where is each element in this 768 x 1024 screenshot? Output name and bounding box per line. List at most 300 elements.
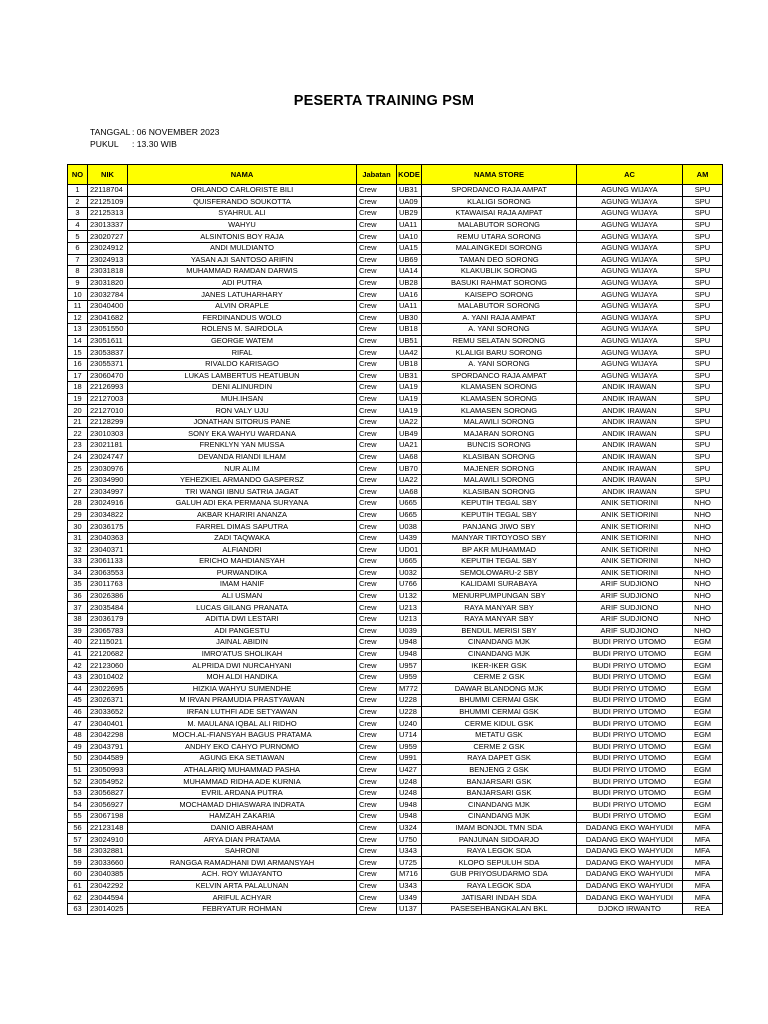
- cell-am: SPU: [683, 428, 723, 440]
- cell-nama: MOCHAMAD DHIASWARA INDRATA: [128, 799, 357, 811]
- table-row: [68, 671, 723, 683]
- cell-nama: JAINAL ABIDIN: [128, 637, 357, 649]
- cell-am: SPU: [683, 185, 723, 197]
- cell-kode: U959: [397, 671, 422, 683]
- cell-no: 57: [68, 834, 88, 846]
- cell-nama-store: BP AKR MUHAMMAD: [422, 544, 577, 556]
- cell-am: NHO: [683, 579, 723, 591]
- cell-nik: 23010402: [88, 671, 128, 683]
- cell-kode: U039: [397, 625, 422, 637]
- cell-ac: ANDIK IRAWAN: [577, 416, 683, 428]
- cell-am: EGM: [683, 776, 723, 788]
- table-row: [68, 521, 723, 533]
- cell-ac: ARIF SUDJIONO: [577, 602, 683, 614]
- cell-nama: WAHYU: [128, 219, 357, 231]
- cell-jabatan: Crew: [357, 660, 397, 672]
- cell-nama: ADI PANGESTU: [128, 625, 357, 637]
- cell-ac: DJOKO IRWANTO: [577, 903, 683, 915]
- cell-nama: JONATHAN SITORUS PANE: [128, 416, 357, 428]
- table-row: [68, 185, 723, 197]
- cell-no: 40: [68, 637, 88, 649]
- table-row: [68, 382, 723, 394]
- cell-nama-store: RAYA LEGOK SDA: [422, 880, 577, 892]
- cell-kode: U439: [397, 532, 422, 544]
- cell-ac: DADANG EKO WAHYUDI: [577, 845, 683, 857]
- cell-am: SPU: [683, 219, 723, 231]
- cell-am: REA: [683, 903, 723, 915]
- cell-jabatan: Crew: [357, 741, 397, 753]
- cell-nama-store: BASUKI RAHMAT SORONG: [422, 277, 577, 289]
- cell-nama: HIZKIA WAHYU SUMENDHE: [128, 683, 357, 695]
- cell-am: NHO: [683, 625, 723, 637]
- cell-nama: ALSINTONIS BOY RAJA: [128, 231, 357, 243]
- cell-nama: ACH. ROY WIJAYANTO: [128, 869, 357, 881]
- cell-ac: AGUNG WIJAYA: [577, 335, 683, 347]
- cell-nik: 23032784: [88, 289, 128, 301]
- table-row: [68, 903, 723, 915]
- header-ac: AC: [577, 165, 683, 185]
- cell-kode: U991: [397, 753, 422, 765]
- cell-ac: ARIF SUDJIONO: [577, 579, 683, 591]
- cell-jabatan: Crew: [357, 799, 397, 811]
- cell-ac: BUDI PRIYO UTOMO: [577, 753, 683, 765]
- cell-am: MFA: [683, 845, 723, 857]
- cell-jabatan: Crew: [357, 300, 397, 312]
- date-line: [90, 126, 219, 138]
- cell-no: 44: [68, 683, 88, 695]
- cell-no: 12: [68, 312, 88, 324]
- cell-jabatan: Crew: [357, 289, 397, 301]
- cell-nik: 23011763: [88, 579, 128, 591]
- cell-am: SPU: [683, 300, 723, 312]
- cell-kode: UA16: [397, 289, 422, 301]
- cell-nama: KELVIN ARTA PALALUNAN: [128, 880, 357, 892]
- cell-am: EGM: [683, 799, 723, 811]
- cell-nik: 23026386: [88, 590, 128, 602]
- table-row: [68, 242, 723, 254]
- cell-no: 1: [68, 185, 88, 197]
- cell-nama: EVRIL ARDANA PUTRA: [128, 787, 357, 799]
- cell-am: SPU: [683, 208, 723, 220]
- table-row: [68, 764, 723, 776]
- table-row: [68, 845, 723, 857]
- table-row: [68, 729, 723, 741]
- cell-am: NHO: [683, 544, 723, 556]
- cell-kode: UB30: [397, 312, 422, 324]
- cell-no: 11: [68, 300, 88, 312]
- cell-ac: BUDI PRIYO UTOMO: [577, 660, 683, 672]
- cell-nama: ALVIN ORAPLE: [128, 300, 357, 312]
- cell-ac: ANIK SETIORINI: [577, 498, 683, 510]
- cell-ac: AGUNG WIJAYA: [577, 185, 683, 197]
- cell-nama: FERDINANDUS WOLO: [128, 312, 357, 324]
- cell-ac: ANDIK IRAWAN: [577, 405, 683, 417]
- cell-am: EGM: [683, 787, 723, 799]
- cell-kode: U750: [397, 834, 422, 846]
- cell-am: SPU: [683, 474, 723, 486]
- cell-jabatan: Crew: [357, 532, 397, 544]
- cell-nama-store: MAJENER SORONG: [422, 463, 577, 475]
- cell-jabatan: Crew: [357, 196, 397, 208]
- table-row: [68, 498, 723, 510]
- cell-am: NHO: [683, 509, 723, 521]
- cell-nama-store: IKER-IKER GSK: [422, 660, 577, 672]
- cell-jabatan: Crew: [357, 880, 397, 892]
- cell-kode: U240: [397, 718, 422, 730]
- cell-ac: ANIK SETIORINI: [577, 556, 683, 568]
- cell-nik: 23067198: [88, 811, 128, 823]
- cell-nama: DEVANDA RIANDI ILHAM: [128, 451, 357, 463]
- cell-ac: BUDI PRIYO UTOMO: [577, 811, 683, 823]
- cell-kode: UA42: [397, 347, 422, 359]
- cell-am: SPU: [683, 451, 723, 463]
- cell-nik: 23034990: [88, 474, 128, 486]
- cell-no: 41: [68, 648, 88, 660]
- cell-nama: ORLANDO CARLORISTE BILI: [128, 185, 357, 197]
- cell-ac: BUDI PRIYO UTOMO: [577, 648, 683, 660]
- cell-am: SPU: [683, 324, 723, 336]
- cell-jabatan: Crew: [357, 753, 397, 765]
- cell-jabatan: Crew: [357, 382, 397, 394]
- cell-kode: U948: [397, 637, 422, 649]
- cell-jabatan: Crew: [357, 370, 397, 382]
- cell-no: 39: [68, 625, 88, 637]
- cell-ac: AGUNG WIJAYA: [577, 219, 683, 231]
- cell-nik: 23013337: [88, 219, 128, 231]
- cell-ac: ARIF SUDJIONO: [577, 613, 683, 625]
- cell-jabatan: Crew: [357, 358, 397, 370]
- cell-nama-store: CERME 2 GSK: [422, 671, 577, 683]
- table-row: [68, 544, 723, 556]
- cell-nik: 22125313: [88, 208, 128, 220]
- table-body: [68, 185, 723, 915]
- cell-ac: DADANG EKO WAHYUDI: [577, 880, 683, 892]
- cell-no: 23: [68, 440, 88, 452]
- cell-nik: 23024916: [88, 498, 128, 510]
- cell-ac: AGUNG WIJAYA: [577, 347, 683, 359]
- cell-am: NHO: [683, 498, 723, 510]
- cell-nama-store: BENDUL MERISI SBY: [422, 625, 577, 637]
- cell-nik: 23036175: [88, 521, 128, 533]
- cell-kode: UA68: [397, 451, 422, 463]
- cell-ac: AGUNG WIJAYA: [577, 196, 683, 208]
- cell-kode: U665: [397, 509, 422, 521]
- cell-nama: RANGGA RAMADHANI DWI ARMANSYAH: [128, 857, 357, 869]
- cell-am: NHO: [683, 602, 723, 614]
- table-row: [68, 451, 723, 463]
- cell-kode: UA19: [397, 393, 422, 405]
- table-row: [68, 637, 723, 649]
- cell-nik: 23040371: [88, 544, 128, 556]
- cell-nama: M IRVAN PRAMUDIA PRASTYAWAN: [128, 695, 357, 707]
- cell-nama-store: TAMAN DEO SORONG: [422, 254, 577, 266]
- cell-nama-store: KLALIGI SORONG: [422, 196, 577, 208]
- cell-nama: ARYA DIAN PRATAMA: [128, 834, 357, 846]
- table-row: [68, 463, 723, 475]
- cell-am: SPU: [683, 405, 723, 417]
- cell-no: 55: [68, 811, 88, 823]
- cell-am: SPU: [683, 312, 723, 324]
- cell-nama-store: KLAMASEN SORONG: [422, 382, 577, 394]
- table-row: [68, 289, 723, 301]
- cell-nama-store: PANJUNAN SIDOARJO: [422, 834, 577, 846]
- cell-nik: 23022695: [88, 683, 128, 695]
- cell-nama-store: CINANDANG MJK: [422, 811, 577, 823]
- table-row: [68, 231, 723, 243]
- cell-jabatan: Crew: [357, 845, 397, 857]
- cell-am: EGM: [683, 683, 723, 695]
- cell-nama: FARREL DIMAS SAPUTRA: [128, 521, 357, 533]
- cell-nama-store: MALAINGKEDI SORONG: [422, 242, 577, 254]
- cell-am: SPU: [683, 254, 723, 266]
- header-no: NO: [68, 165, 88, 185]
- cell-kode: U725: [397, 857, 422, 869]
- table-row: [68, 776, 723, 788]
- cell-no: 9: [68, 277, 88, 289]
- cell-nama: ANDHY EKO CAHYO PURNOMO: [128, 741, 357, 753]
- cell-jabatan: Crew: [357, 405, 397, 417]
- cell-ac: ANIK SETIORINI: [577, 567, 683, 579]
- cell-kode: U228: [397, 695, 422, 707]
- cell-jabatan: Crew: [357, 463, 397, 475]
- cell-ac: ANIK SETIORINI: [577, 509, 683, 521]
- cell-am: NHO: [683, 567, 723, 579]
- cell-nama: IRFAN LUTHFI ADE SETYAWAN: [128, 706, 357, 718]
- cell-nama: SYAHRUL ALI: [128, 208, 357, 220]
- cell-kode: U038: [397, 521, 422, 533]
- cell-jabatan: Crew: [357, 776, 397, 788]
- cell-no: 37: [68, 602, 88, 614]
- cell-nama: TRI WANGI IBNU SATRIA JAGAT: [128, 486, 357, 498]
- table-row: [68, 718, 723, 730]
- cell-nama-store: KEPUTIH TEGAL SBY: [422, 509, 577, 521]
- cell-nama-store: REMU SELATAN SORONG: [422, 335, 577, 347]
- cell-kode: UB70: [397, 463, 422, 475]
- cell-nama-store: MENURPUMPUNGAN SBY: [422, 590, 577, 602]
- cell-no: 24: [68, 451, 88, 463]
- cell-nik: 23024747: [88, 451, 128, 463]
- cell-kode: U948: [397, 811, 422, 823]
- cell-kode: UB29: [397, 208, 422, 220]
- cell-no: 17: [68, 370, 88, 382]
- document-title: PESERTA TRAINING PSM: [293, 93, 475, 109]
- cell-nama-store: IMAM BONJOL TMN SDA: [422, 822, 577, 834]
- cell-nama-store: MALAWILI SORONG: [422, 474, 577, 486]
- cell-kode: U665: [397, 498, 422, 510]
- cell-jabatan: Crew: [357, 556, 397, 568]
- cell-nik: 23040400: [88, 300, 128, 312]
- cell-no: 26: [68, 474, 88, 486]
- cell-jabatan: Crew: [357, 892, 397, 904]
- table-row: [68, 347, 723, 359]
- cell-nama-store: MALABUTOR SORONG: [422, 219, 577, 231]
- cell-kode: U714: [397, 729, 422, 741]
- cell-nik: 23033660: [88, 857, 128, 869]
- cell-jabatan: Crew: [357, 521, 397, 533]
- cell-am: SPU: [683, 370, 723, 382]
- cell-no: 16: [68, 358, 88, 370]
- cell-nik: 23021181: [88, 440, 128, 452]
- cell-nama: DENI ALINURDIN: [128, 382, 357, 394]
- cell-no: 50: [68, 753, 88, 765]
- cell-jabatan: Crew: [357, 683, 397, 695]
- cell-jabatan: Crew: [357, 671, 397, 683]
- cell-no: 60: [68, 869, 88, 881]
- cell-ac: ANDIK IRAWAN: [577, 382, 683, 394]
- cell-ac: ANIK SETIORINI: [577, 544, 683, 556]
- cell-jabatan: Crew: [357, 254, 397, 266]
- cell-kode: U213: [397, 613, 422, 625]
- cell-nik: 23065783: [88, 625, 128, 637]
- cell-kode: UA68: [397, 486, 422, 498]
- cell-ac: BUDI PRIYO UTOMO: [577, 671, 683, 683]
- cell-nik: 23042298: [88, 729, 128, 741]
- cell-am: EGM: [683, 811, 723, 823]
- cell-jabatan: Crew: [357, 811, 397, 823]
- cell-ac: AGUNG WIJAYA: [577, 208, 683, 220]
- cell-nama: ALFIANDRI: [128, 544, 357, 556]
- cell-no: 62: [68, 892, 88, 904]
- cell-nama: ANDI MULDIANTO: [128, 242, 357, 254]
- cell-nik: 23061133: [88, 556, 128, 568]
- cell-nik: 23024910: [88, 834, 128, 846]
- cell-nama: RON VALY UJU: [128, 405, 357, 417]
- cell-nik: 22126993: [88, 382, 128, 394]
- table-row: [68, 532, 723, 544]
- cell-no: 14: [68, 335, 88, 347]
- cell-jabatan: Crew: [357, 347, 397, 359]
- cell-jabatan: Crew: [357, 857, 397, 869]
- cell-jabatan: Crew: [357, 567, 397, 579]
- cell-kode: U343: [397, 845, 422, 857]
- cell-ac: DADANG EKO WAHYUDI: [577, 869, 683, 881]
- cell-no: 53: [68, 787, 88, 799]
- cell-no: 42: [68, 660, 88, 672]
- cell-nik: 23034997: [88, 486, 128, 498]
- table-row: [68, 567, 723, 579]
- cell-nik: 23063553: [88, 567, 128, 579]
- cell-jabatan: Crew: [357, 718, 397, 730]
- cell-kode: U665: [397, 556, 422, 568]
- cell-jabatan: Crew: [357, 822, 397, 834]
- cell-jabatan: Crew: [357, 231, 397, 243]
- cell-kode: U959: [397, 741, 422, 753]
- cell-kode: U213: [397, 602, 422, 614]
- cell-nama: MUHAMMAD RIDHA ADE KURNIA: [128, 776, 357, 788]
- cell-nama: DANIO ABRAHAM: [128, 822, 357, 834]
- table-row: [68, 834, 723, 846]
- cell-nama: ZADI TAQWAKA: [128, 532, 357, 544]
- cell-nama-store: BANJARSARI GSK: [422, 776, 577, 788]
- cell-nama-store: RAYA LEGOK SDA: [422, 845, 577, 857]
- cell-nama: SAHRONI: [128, 845, 357, 857]
- cell-nama: AGUNG EKA SETIAWAN: [128, 753, 357, 765]
- cell-nama-store: METATU GSK: [422, 729, 577, 741]
- table-row: [68, 695, 723, 707]
- cell-nama: LUKAS LAMBERTUS HEATUBUN: [128, 370, 357, 382]
- cell-jabatan: Crew: [357, 590, 397, 602]
- table-row: [68, 324, 723, 336]
- cell-nama-store: DAWAR BLANDONG MJK: [422, 683, 577, 695]
- cell-nama: ARIFUL ACHYAR: [128, 892, 357, 904]
- cell-nama-store: REMU UTARA SORONG: [422, 231, 577, 243]
- cell-jabatan: Crew: [357, 764, 397, 776]
- cell-kode: UA19: [397, 405, 422, 417]
- cell-jabatan: Crew: [357, 625, 397, 637]
- cell-ac: AGUNG WIJAYA: [577, 254, 683, 266]
- cell-no: 61: [68, 880, 88, 892]
- cell-ac: AGUNG WIJAYA: [577, 312, 683, 324]
- cell-ac: BUDI PRIYO UTOMO: [577, 764, 683, 776]
- cell-nama: ERICHO MAHDIANSYAH: [128, 556, 357, 568]
- cell-jabatan: Crew: [357, 695, 397, 707]
- cell-kode: UB31: [397, 370, 422, 382]
- cell-nama-store: BHUMMI CERMAI GSK: [422, 706, 577, 718]
- cell-am: NHO: [683, 556, 723, 568]
- cell-kode: U137: [397, 903, 422, 915]
- cell-jabatan: Crew: [357, 416, 397, 428]
- cell-ac: DADANG EKO WAHYUDI: [577, 822, 683, 834]
- cell-nama: FEBRYATUR ROHMAN: [128, 903, 357, 915]
- cell-am: SPU: [683, 289, 723, 301]
- cell-jabatan: Crew: [357, 185, 397, 197]
- cell-nik: 23050993: [88, 764, 128, 776]
- cell-kode: UA15: [397, 242, 422, 254]
- cell-nama: LUCAS GILANG PRANATA: [128, 602, 357, 614]
- cell-nama: ROLENS M. SAIRDOLA: [128, 324, 357, 336]
- cell-kode: U948: [397, 648, 422, 660]
- cell-no: 33: [68, 556, 88, 568]
- cell-nama-store: KLASIBAN SORONG: [422, 486, 577, 498]
- cell-nama-store: SPORDANCO RAJA AMPAT: [422, 185, 577, 197]
- cell-ac: ANDIK IRAWAN: [577, 440, 683, 452]
- table-row: [68, 509, 723, 521]
- cell-am: SPU: [683, 347, 723, 359]
- cell-am: SPU: [683, 358, 723, 370]
- cell-nik: 23035484: [88, 602, 128, 614]
- cell-nik: 23053837: [88, 347, 128, 359]
- cell-no: 35: [68, 579, 88, 591]
- cell-jabatan: Crew: [357, 869, 397, 881]
- cell-jabatan: Crew: [357, 729, 397, 741]
- table-row: [68, 254, 723, 266]
- table-row: [68, 822, 723, 834]
- cell-am: EGM: [683, 729, 723, 741]
- cell-ac: DADANG EKO WAHYUDI: [577, 834, 683, 846]
- cell-ac: ANDIK IRAWAN: [577, 393, 683, 405]
- cell-nama: RIFAL: [128, 347, 357, 359]
- cell-nama-store: PASESEHBANGKALAN BKL: [422, 903, 577, 915]
- cell-am: NHO: [683, 590, 723, 602]
- cell-nama-store: CINANDANG MJK: [422, 648, 577, 660]
- cell-nik: 23032881: [88, 845, 128, 857]
- header-am: AM: [683, 165, 723, 185]
- cell-ac: AGUNG WIJAYA: [577, 324, 683, 336]
- cell-nama: GEORGE WATEM: [128, 335, 357, 347]
- cell-nik: 22127003: [88, 393, 128, 405]
- table-row: [68, 486, 723, 498]
- cell-am: SPU: [683, 463, 723, 475]
- cell-kode: U343: [397, 880, 422, 892]
- cell-jabatan: Crew: [357, 335, 397, 347]
- cell-nama: RIVALDO KARISAGO: [128, 358, 357, 370]
- cell-nama-store: KEPUTIH TEGAL SBY: [422, 498, 577, 510]
- cell-no: 3: [68, 208, 88, 220]
- cell-am: MFA: [683, 892, 723, 904]
- cell-ac: BUDI PRIYO UTOMO: [577, 695, 683, 707]
- cell-kode: UA11: [397, 219, 422, 231]
- cell-kode: UB18: [397, 358, 422, 370]
